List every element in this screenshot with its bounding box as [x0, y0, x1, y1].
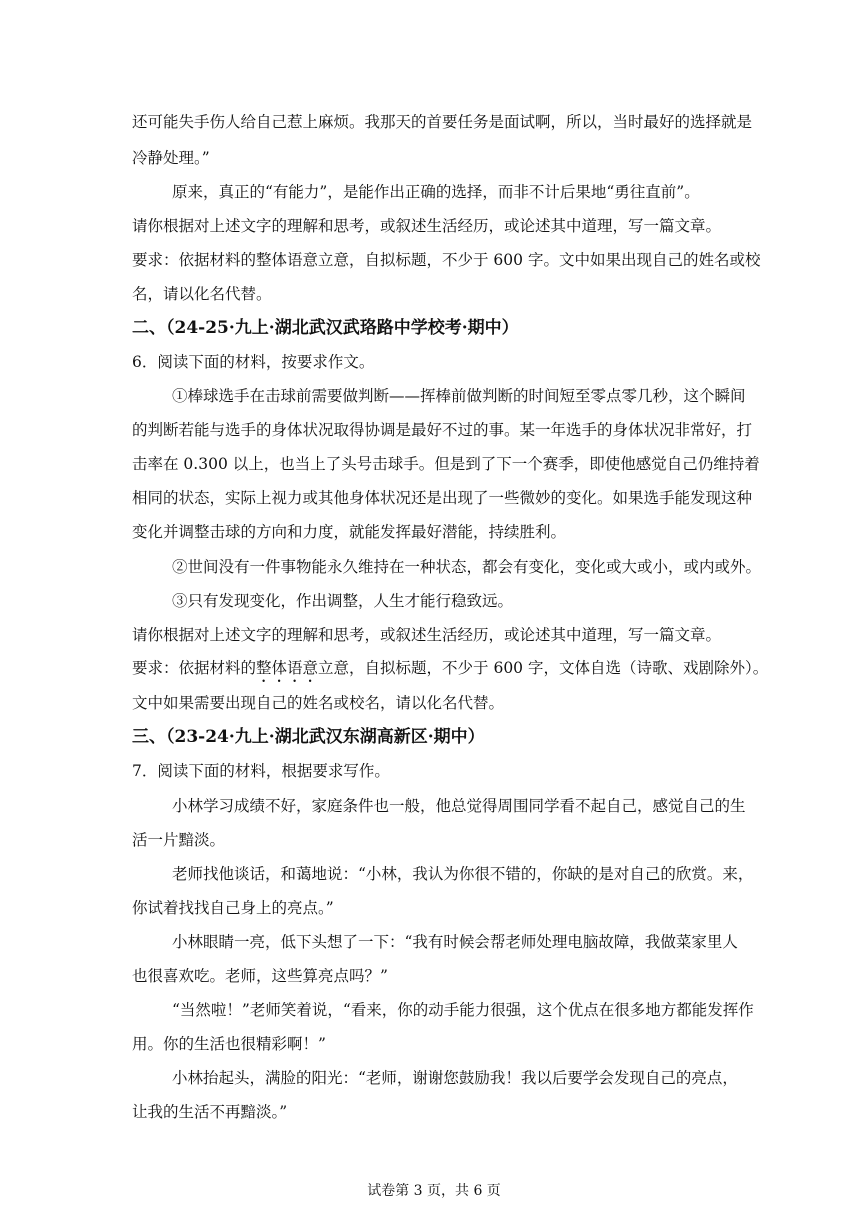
text-line: 原来，真正的“有能力”，是能作出正确的选择，而非不计后果地“勇往直前”。: [172, 183, 700, 201]
text-line: 小林学习成绩不好，家庭条件也一般，他总觉得周围同学看不起自己，感觉自己的生: [172, 797, 746, 815]
page-footer: 试卷第 3 页，共 6 页: [367, 1183, 501, 1199]
question-prompt: 6．阅读下面的材料，按要求作文。: [132, 353, 375, 371]
text-line: 文中如果需要出现自己的姓名或校名，请以化名代替。: [132, 694, 505, 712]
text-line: 用。你的生活也很精彩啊！”: [132, 1035, 326, 1053]
text-line: ②世间没有一件事物能永久维持在一种状态，都会有变化，变化或大或小，或内或外。: [172, 558, 762, 576]
emphasis-text: 整体语意: [256, 659, 319, 677]
text-line: ①棒球选手在击球前需要做判断——挥棒前做判断的时间短至零点零几秒，这个瞬间: [172, 387, 746, 405]
text-line: 小林抬起头，满脸的阳光：“老师，谢谢您鼓励我！我以后要学会发现自己的亮点，: [172, 1069, 738, 1087]
section-heading: 二、（24-25·九上·湖北武汉武珞路中学校考·期中）: [132, 318, 519, 338]
text-line: “当然啦！”老师笑着说，“看来，你的动手能力很强，这个优点在很多地方都能发挥作: [172, 1001, 754, 1019]
text-line: 变化并调整击球的方向和力度，就能发挥最好潜能，持续胜利。: [132, 523, 567, 541]
question-prompt: 7．阅读下面的材料，根据要求写作。: [132, 762, 390, 780]
text-line: 你试着找找自己身上的亮点。”: [132, 899, 334, 917]
text-line: 相同的状态，实际上视力或其他身体状况还是出现了一些微妙的变化。如果选手能发现这种: [132, 489, 753, 507]
text-line: 击率在 0.300 以上，也当上了头号击球手。但是到了下一个赛季，即使他感觉自己仍维持着: [132, 455, 760, 473]
text-line: 请你根据对上述文字的理解和思考，或叙述生活经历，或论述其中道理，写一篇文章。: [132, 217, 722, 235]
requirement-line: [132, 657, 768, 686]
text-line: 冷静处理。”: [132, 149, 210, 167]
text-line: 让我的生活不再黯淡。”: [132, 1103, 288, 1121]
text-line: 小林眼睛一亮，低下头想了一下：“我有时候会帮老师处理电脑故障，我做菜家里人: [172, 933, 738, 951]
requirement-start: 要求：依据材料的: [132, 659, 257, 677]
section-heading: 三、（23-24·九上·湖北武汉东湖高新区·期中）: [132, 727, 485, 747]
text-line: 活一片黯淡。: [132, 831, 226, 849]
text-line: 老师找他谈话，和蔼地说：“小林，我认为你很不错的，你缺的是对自己的欣赏。来，: [172, 865, 754, 883]
text-line: 要求：依据材料的整体语意立意，自拟标题，不少于 600 字。文中如果出现自己的姓名或校: [132, 251, 761, 269]
text-line: 名，请以化名代替。: [132, 285, 272, 303]
requirement-end: 立意，自拟标题，不少于 600 字，文体自选（诗歌、戏剧除外）。: [318, 659, 769, 677]
text-line: ③只有发现变化，作出调整，人生才能行稳致远。: [172, 592, 514, 610]
text-line: 还可能失手伤人给自己惹上麻烦。我那天的首要任务是面试啊，所以，当时最好的选择就是: [132, 113, 753, 131]
text-line: 也很喜欢吃。老师，这些算亮点吗？”: [132, 967, 388, 985]
text-line: 请你根据对上述文字的理解和思考，或叙述生活经历，或论述其中道理，写一篇文章。: [132, 626, 722, 644]
text-line: 的判断若能与选手的身体状况取得协调是最好不过的事。某一年选手的身体状况非常好，打: [132, 421, 753, 439]
